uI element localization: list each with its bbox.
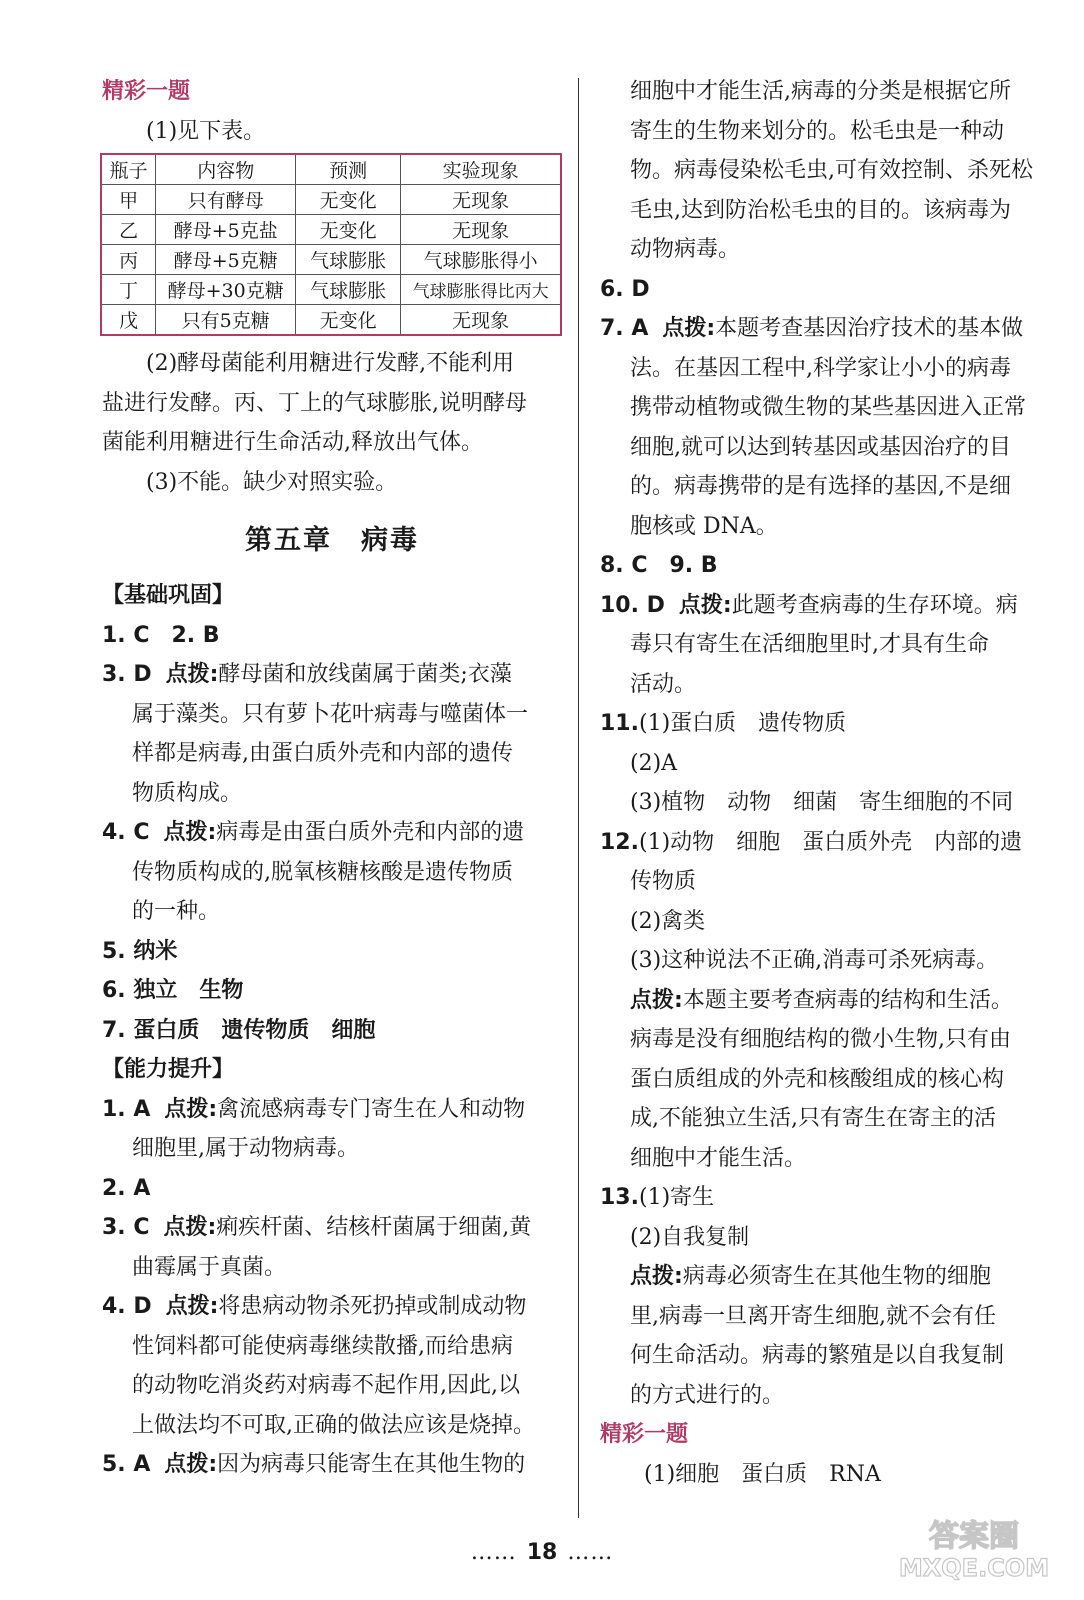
answer-line: (2)自我复制 bbox=[630, 1224, 750, 1250]
answer-line: (3)这种说法不正确,消毒可杀死病毒。 bbox=[630, 948, 999, 973]
tip-label: 点拨: bbox=[630, 987, 683, 1013]
answer-line: 细胞中才能生活。 bbox=[630, 1145, 807, 1171]
tip-label: 点拨: bbox=[662, 316, 716, 341]
tip-label: 点拨: bbox=[163, 1215, 217, 1240]
answer-line: 物质构成。 bbox=[132, 780, 243, 806]
table-cell: 气球膨胀得比丙大 bbox=[401, 275, 561, 305]
table-cell: 酵母+30克糖 bbox=[156, 275, 296, 305]
answer-line: 盐进行发酵。丙、丁上的气球膨胀,说明酵母 bbox=[102, 390, 527, 416]
answer-line: 何生命活动。病毒的繁殖是以自我复制 bbox=[630, 1343, 1005, 1368]
answer-line: (3)植物 动物 细菌 寄生细胞的不同 bbox=[630, 790, 1014, 815]
table-cell: 无现象 bbox=[401, 185, 561, 215]
answer-line: 的方式进行的。 bbox=[630, 1382, 785, 1408]
table-cell: 甲 bbox=[101, 185, 156, 215]
watermark-logo bbox=[884, 1512, 1064, 1582]
table-cell: 无变化 bbox=[296, 305, 401, 336]
question-number: 5. A bbox=[102, 1452, 151, 1477]
table-cell: 酵母+5克盐 bbox=[156, 215, 296, 245]
tip-label: 点拨: bbox=[164, 1096, 218, 1122]
table-header: 预测 bbox=[296, 154, 401, 185]
section-title-jingcai: 精彩一题 bbox=[600, 1422, 689, 1447]
table-cell: 气球膨胀得小 bbox=[401, 245, 561, 275]
answer-line: 曲霉属于真菌。 bbox=[132, 1254, 287, 1280]
tip-label: 点拨: bbox=[164, 1452, 218, 1477]
answer-line: 物。病毒侵染松毛虫,可有效控制、杀死松 bbox=[630, 158, 1033, 183]
table-cell: 气球膨胀 bbox=[296, 245, 401, 275]
answer-line: 上做法均不可取,正确的做法应该是烧掉。 bbox=[132, 1412, 535, 1438]
watermark-text-bottom: MXQE.COM bbox=[898, 1554, 1050, 1582]
table-cell: 戊 bbox=[101, 305, 156, 336]
footer-dots: …… bbox=[567, 1540, 614, 1565]
answer-line: 6. D bbox=[600, 276, 650, 302]
table-cell: 气球膨胀 bbox=[296, 275, 401, 305]
tip-label: 点拨: bbox=[163, 820, 217, 845]
chapter-title: 第五章 病毒 bbox=[245, 525, 419, 556]
table-cell: 只有酵母 bbox=[156, 185, 296, 215]
answer-line: 传物质构成的,脱氧核糖核酸是遗传物质 bbox=[132, 859, 513, 885]
table-cell: 只有5克糖 bbox=[156, 305, 296, 336]
answer-text: 病毒必须寄生在其他生物的细胞 bbox=[682, 1264, 991, 1289]
answer-text: 本题主要考查病毒的结构和生活。 bbox=[682, 987, 1013, 1013]
answer-line: 5. 纳米 bbox=[102, 938, 178, 964]
answer-line: 8. C 9. B bbox=[600, 553, 718, 578]
answer-line: 属于藻类。只有萝卜花叶病毒与噬菌体一 bbox=[132, 701, 529, 727]
table-header: 内容物 bbox=[156, 154, 296, 185]
page-number: 18 bbox=[526, 1540, 558, 1565]
answer-line: 传物质 bbox=[630, 869, 697, 894]
answer-line: 病毒是没有细胞结构的微小生物,只有由 bbox=[630, 1027, 1011, 1052]
watermark-text-top: 答案圈 bbox=[929, 1519, 1019, 1554]
answer-line: 样都是病毒,由蛋白质外壳和内部的遗传 bbox=[132, 741, 513, 766]
tip-label: 点拨: bbox=[678, 592, 732, 618]
question-number: 7. A bbox=[600, 316, 649, 341]
answer-line: (2)禽类 bbox=[630, 908, 706, 934]
tip-label: 点拨: bbox=[165, 662, 219, 687]
left-column bbox=[102, 72, 562, 1485]
answer-line: 携带动植物或微生物的某些基因进入正常 bbox=[630, 395, 1027, 420]
question-number: 3. D bbox=[102, 662, 152, 687]
answer-line: 细胞,就可以达到转基因或基因治疗的目 bbox=[630, 434, 1011, 460]
table-cell: 丙 bbox=[101, 245, 156, 275]
answer-text: (1)寄生 bbox=[638, 1185, 715, 1210]
table-header-row bbox=[101, 154, 561, 185]
answer-text: 病毒是由蛋白质外壳和内部的遗 bbox=[216, 820, 525, 845]
answer-line: 的一种。 bbox=[132, 899, 221, 924]
answer-line: 胞核或 DNA。 bbox=[630, 513, 778, 539]
question-number: 4. D bbox=[102, 1294, 152, 1319]
table-row bbox=[101, 185, 561, 215]
answer-line: 6. 独立 生物 bbox=[102, 978, 244, 1003]
answer-line: 1. C 2. B bbox=[102, 622, 220, 648]
answer-text: 禽流感病毒专门寄生在人和动物 bbox=[217, 1096, 526, 1122]
tip-label: 点拨: bbox=[165, 1294, 219, 1319]
answer-line: 2. A bbox=[102, 1175, 151, 1201]
table-row bbox=[101, 305, 561, 336]
table-cell: 酵母+5克糖 bbox=[156, 245, 296, 275]
answer-line: 毒只有寄生在活细胞里时,才具有生命 bbox=[630, 632, 989, 657]
section-title-basic: 【基础巩固】 bbox=[102, 583, 235, 608]
column-divider bbox=[578, 78, 579, 1518]
question-number: 12. bbox=[600, 829, 639, 855]
answer-line: 细胞中才能生活,病毒的分类是根据它所 bbox=[630, 79, 1011, 104]
answer-text: 因为病毒只能寄生在其他生物的 bbox=[217, 1452, 526, 1477]
answer-line: 活动。 bbox=[630, 671, 697, 697]
answer-line: 细胞里,属于动物病毒。 bbox=[132, 1136, 359, 1161]
answer-text: 此题考查病毒的生存环境。病 bbox=[731, 592, 1018, 618]
answer-line: 法。在基因工程中,科学家让小小的病毒 bbox=[630, 355, 1011, 381]
experiment-table bbox=[100, 153, 562, 336]
answer-line: 毛虫,达到防治松毛虫的目的。该病毒为 bbox=[630, 197, 1011, 223]
table-cell: 乙 bbox=[101, 215, 156, 245]
answer-text: (1)动物 细胞 蛋白质外壳 内部的遗 bbox=[638, 829, 1023, 855]
answer-line: 里,病毒一旦离开寄生细胞,就不会有任 bbox=[630, 1303, 996, 1329]
question-number: 11. bbox=[600, 711, 639, 736]
answer-line: 动物病毒。 bbox=[630, 237, 741, 262]
question-number: 1. A bbox=[102, 1096, 151, 1122]
answer-line: 的动物吃消炎药对病毒不起作用,因此,以 bbox=[132, 1373, 520, 1398]
tip-label: 点拨: bbox=[630, 1264, 683, 1289]
answer-text: 本题考查基因治疗技术的基本做 bbox=[715, 316, 1024, 341]
answer-text: (1)蛋白质 遗传物质 bbox=[638, 711, 847, 736]
table-cell: 丁 bbox=[101, 275, 156, 305]
question-number: 10. D bbox=[600, 592, 665, 618]
answer-line: (2)A bbox=[630, 750, 678, 776]
question-number: 4. C bbox=[102, 820, 150, 845]
table-header: 瓶子 bbox=[101, 154, 156, 185]
table-cell: 无变化 bbox=[296, 215, 401, 245]
section-title-ability: 【能力提升】 bbox=[102, 1057, 235, 1082]
table-cell: 无现象 bbox=[401, 305, 561, 336]
answer-line: 寄生的生物来划分的。松毛虫是一种动 bbox=[630, 118, 1005, 144]
answer-line: 菌能利用糖进行生命活动,释放出气体。 bbox=[102, 430, 483, 455]
answer-line: (3)不能。缺少对照实验。 bbox=[146, 469, 398, 495]
question-number: 3. C bbox=[102, 1215, 150, 1240]
table-header: 实验现象 bbox=[401, 154, 561, 185]
table-cell: 无现象 bbox=[401, 215, 561, 245]
answer-line: (1)见下表。 bbox=[146, 118, 266, 144]
answer-line: 性饲料都可能使病毒继续散播,而给患病 bbox=[132, 1333, 513, 1359]
answer-line: (1)细胞 蛋白质 RNA bbox=[644, 1461, 881, 1487]
answer-line: 成,不能独立生活,只有寄生在寄主的活 bbox=[630, 1106, 996, 1131]
section-title-jingcai: 精彩一题 bbox=[102, 79, 191, 104]
question-number: 13. bbox=[600, 1185, 639, 1210]
answer-line: (2)酵母菌能利用糖进行发酵,不能利用 bbox=[146, 351, 515, 376]
right-column bbox=[600, 72, 1060, 1494]
answer-line: 蛋白质组成的外壳和核酸组成的核心构 bbox=[630, 1066, 1005, 1092]
answer-text: 将患病动物杀死扔掉或制成动物 bbox=[218, 1294, 527, 1319]
answer-line: 的。病毒携带的是有选择的基因,不是细 bbox=[630, 474, 1011, 499]
table-row bbox=[101, 215, 561, 245]
footer-dots: …… bbox=[470, 1540, 517, 1565]
table-row bbox=[101, 245, 561, 275]
answer-text: 痢疾杆菌、结核杆菌属于细菌,黄 bbox=[216, 1215, 532, 1240]
answer-line: 7. 蛋白质 遗传物质 细胞 bbox=[102, 1017, 376, 1043]
table-cell: 无变化 bbox=[296, 185, 401, 215]
table-row bbox=[101, 275, 561, 305]
answer-text: 酵母菌和放线菌属于菌类;衣藻 bbox=[218, 662, 512, 687]
